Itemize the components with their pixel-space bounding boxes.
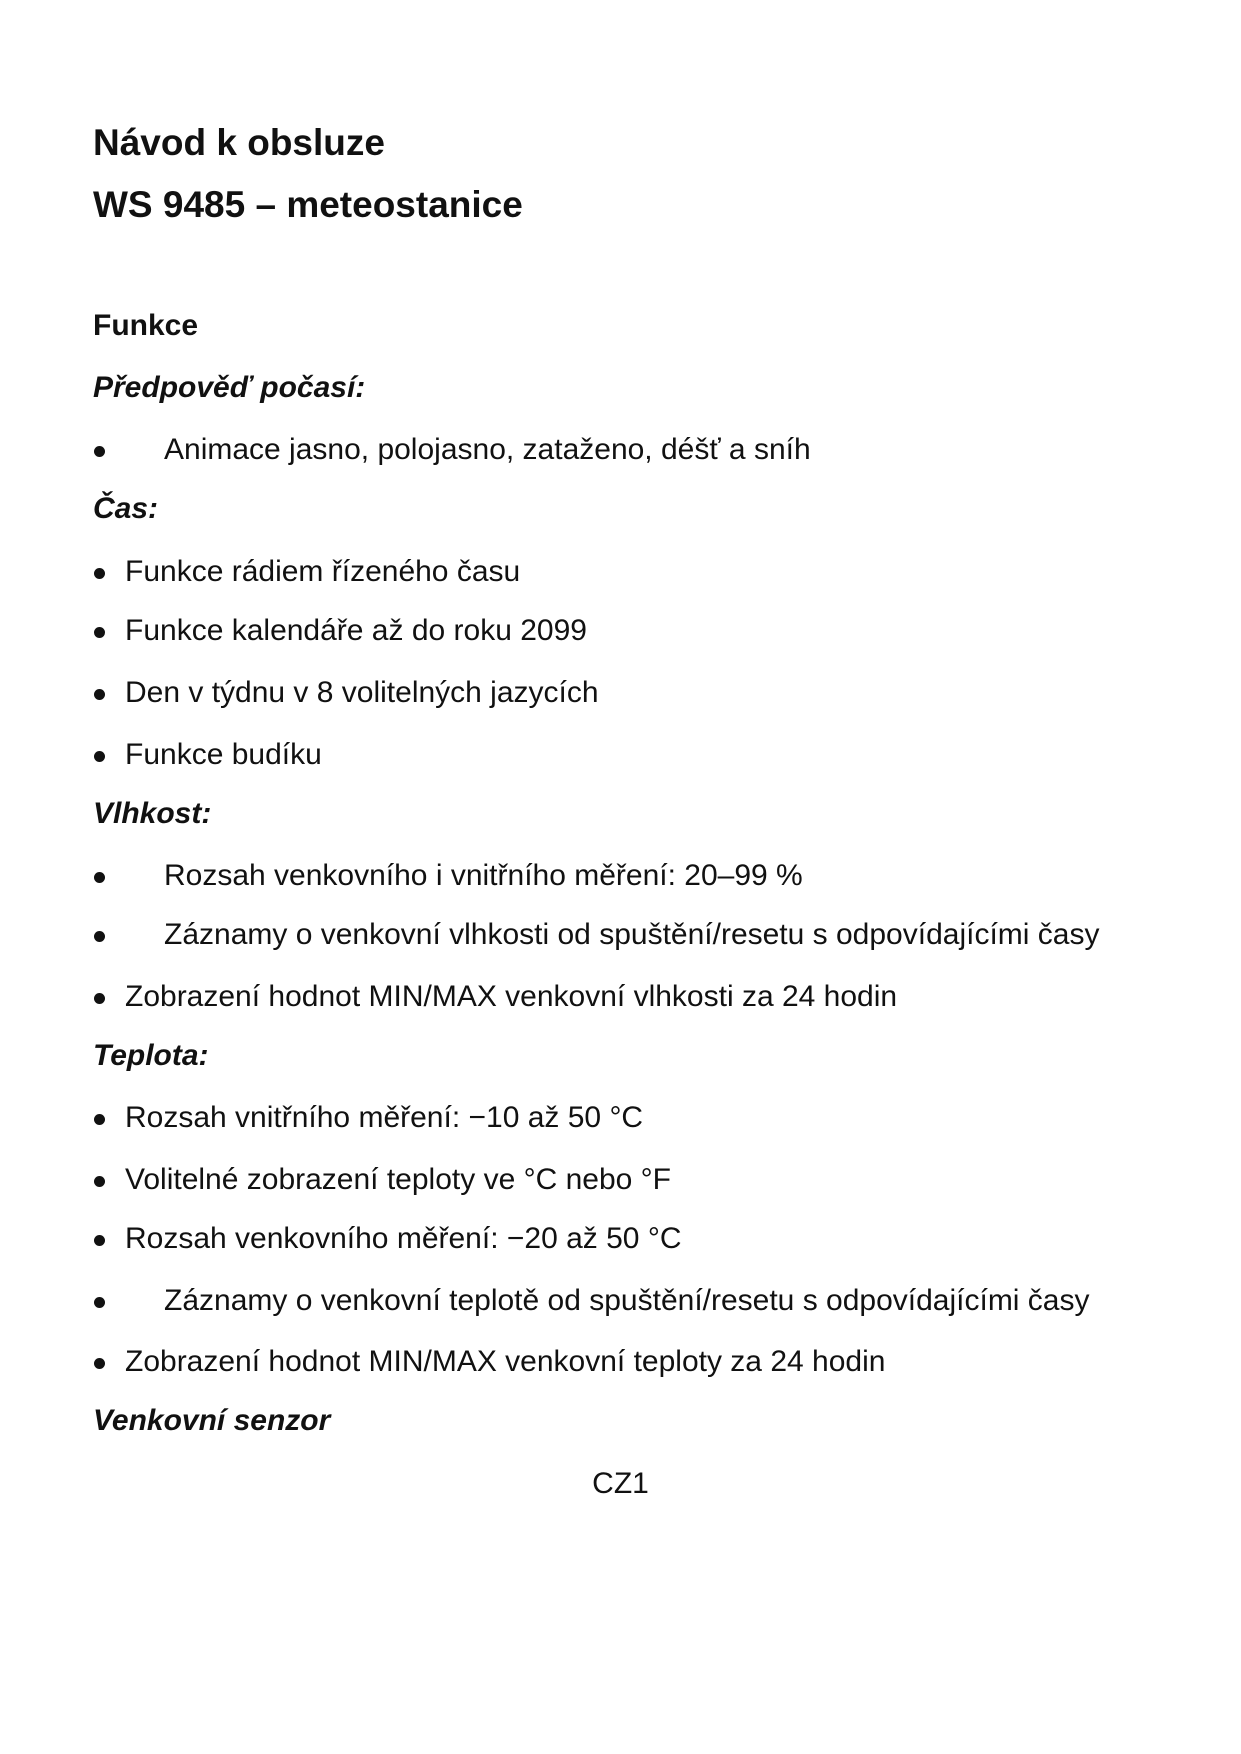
- list-item: Rozsah venkovního i vnitřního měření: 20–99 %: [0, 861, 1241, 901]
- list-item: Záznamy o venkovní teplotě od spuštění/resetu s odpovídajícími časy: [0, 1286, 1241, 1326]
- bullet-icon: [94, 1235, 105, 1246]
- subheading-temperature: Teplota:: [93, 1039, 209, 1072]
- bullet-icon: [94, 931, 105, 942]
- subheading-forecast: Předpověď počasí:: [93, 371, 366, 404]
- list-item: Funkce kalendáře až do roku 2099: [0, 616, 1241, 656]
- list-item: Funkce budíku: [0, 740, 1241, 780]
- bullet-icon: [94, 627, 105, 638]
- bullet-icon: [94, 1358, 105, 1369]
- document-title: Návod k obsluze: [93, 122, 385, 163]
- list-item: Funkce rádiem řízeného času: [0, 557, 1241, 597]
- subheading-outdoor-sensor: Venkovní senzor: [93, 1404, 331, 1437]
- bullet-icon: [94, 446, 105, 457]
- list-item: Zobrazení hodnot MIN/MAX venkovní teploty za 24 hodin: [0, 1347, 1241, 1387]
- subheading-time: Čas:: [93, 492, 159, 525]
- bullet-icon: [94, 1176, 105, 1187]
- list-item: Rozsah venkovního měření: −20 až 50 °C: [0, 1224, 1241, 1264]
- document-subtitle: WS 9485 – meteostanice: [93, 184, 523, 225]
- page-number: CZ1: [592, 1467, 649, 1500]
- bullet-icon: [94, 1297, 105, 1308]
- list-item: Zobrazení hodnot MIN/MAX venkovní vlhkosti za 24 hodin: [0, 982, 1241, 1022]
- list-item: Den v týdnu v 8 volitelných jazycích: [0, 678, 1241, 718]
- bullet-icon: [94, 993, 105, 1004]
- list-item: Rozsah vnitřního měření: −10 až 50 °C: [0, 1103, 1241, 1143]
- list-item: Záznamy o venkovní vlhkosti od spuštění/resetu s odpovídajícími časy: [0, 920, 1241, 960]
- list-item: Volitelné zobrazení teploty ve °C nebo °F: [0, 1165, 1241, 1205]
- bullet-icon: [94, 568, 105, 579]
- list-item: Animace jasno, polojasno, zataženo, déšť a sníh: [0, 435, 1241, 475]
- subheading-humidity: Vlhkost:: [93, 797, 212, 830]
- bullet-icon: [94, 751, 105, 762]
- bullet-icon: [94, 872, 105, 883]
- bullet-icon: [94, 1114, 105, 1125]
- bullet-icon: [94, 689, 105, 700]
- section-heading-functions: Funkce: [93, 309, 199, 342]
